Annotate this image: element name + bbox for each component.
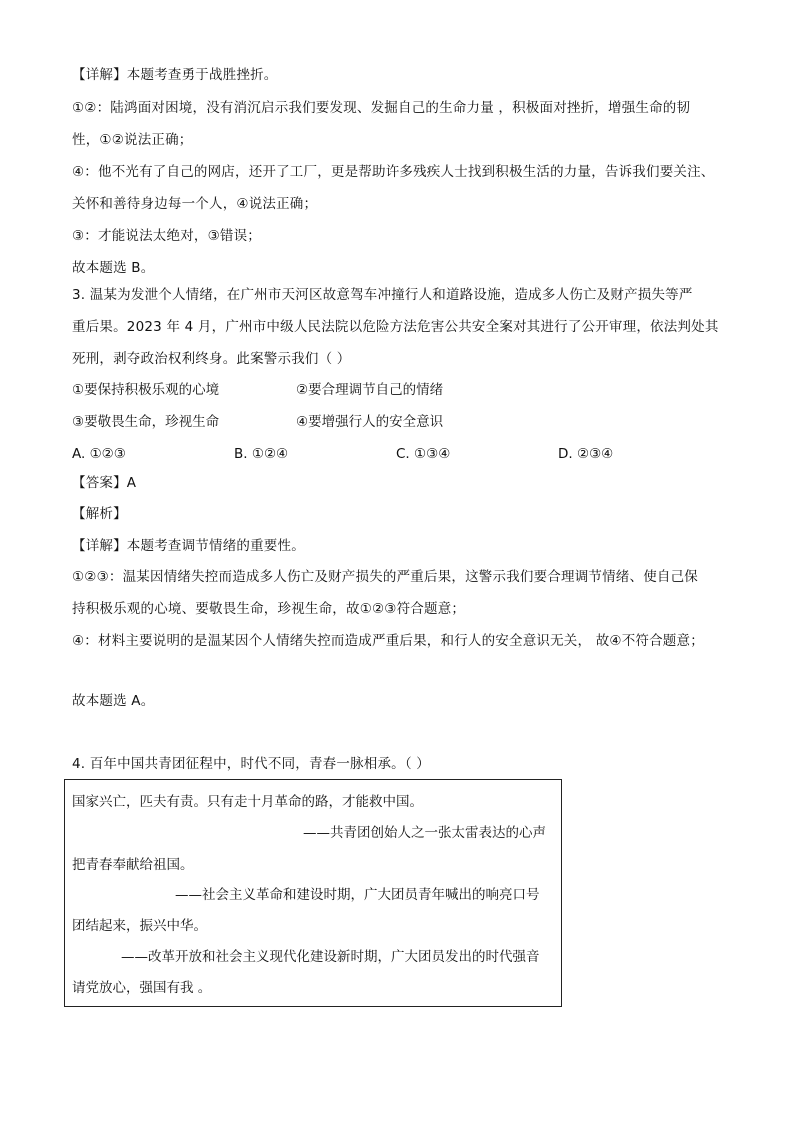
q2-detail: 【详解】本题考查勇于战胜挫折。 bbox=[72, 67, 278, 83]
q3-item-1: ①要保持积极乐观的心境 bbox=[72, 382, 220, 398]
q2-analysis-p3: ③：才能说法太绝对，③错误； bbox=[72, 228, 262, 244]
q4-material-box bbox=[64, 779, 562, 1007]
q2-analysis-p1-line1: ①②：陆鸿面对困境，没有消沉启示我们要发现、发掘自己的生命力量 ，积极面对挫折，增强生命的韧 bbox=[72, 100, 691, 116]
q3-detail: 【详解】本题考查调节情绪的重要性。 bbox=[72, 538, 305, 554]
q2-analysis-p2-line1: ④：他不光有了自己的网店，还开了工厂，更是帮助许多残疾人士找到积极生活的力量，告诉我们要关注、 bbox=[72, 164, 715, 180]
q3-stem-line2: 重后果。2023 年 4 月，广州市中级人民法院以危险方法危害公共安全案对其进行了公开审理，依法判处其 bbox=[72, 319, 719, 335]
q2-analysis-p1-line2: 性，①②说法正确； bbox=[72, 132, 193, 148]
q3-item-3: ③要敬畏生命，珍视生命 bbox=[72, 414, 220, 430]
quote-line-1: 国家兴亡，匹夫有责。只有走十月革命的路，才能救中国。 bbox=[72, 794, 423, 810]
q3-option-a: A. ①②③ bbox=[72, 446, 126, 462]
quote-line-3: 团结起来，振兴中华。 bbox=[72, 918, 207, 934]
q3-analysis-p1-line2: 持积极乐观的心境、要敬畏生命，珍视生命，故①②③符合题意； bbox=[72, 601, 466, 617]
q3-item-4: ④要增强行人的安全意识 bbox=[296, 414, 444, 430]
q2-conclusion: 故本题选 B。 bbox=[72, 260, 155, 276]
q3-item-2: ②要合理调节自己的情绪 bbox=[296, 382, 444, 398]
quote-line-2: 把青春奉献给祖国。 bbox=[72, 857, 194, 873]
quote-attribution-2: ——社会主义革命和建设时期，广大团员青年喊出的响亮口号 bbox=[175, 887, 540, 903]
quote-attribution-3: ——改革开放和社会主义现代化建设新时期，广大团员发出的时代强音 bbox=[121, 949, 540, 965]
q3-conclusion: 故本题选 A。 bbox=[72, 693, 155, 709]
quote-line-4: 请党放心，强国有我 。 bbox=[72, 980, 212, 996]
q3-option-d: D. ②③④ bbox=[558, 446, 614, 462]
q3-option-b: B. ①②④ bbox=[234, 446, 289, 462]
q3-stem-line1: 3. 温某为发泄个人情绪，在广州市天河区故意驾车冲撞行人和道路设施，造成多人伤亡及财产损失等严 bbox=[72, 287, 693, 303]
q3-analysis-p1-line1: ①②③：温某因情绪失控而造成多人伤亡及财产损失的严重后果，这警示我们要合理调节情绪、使自己保 bbox=[72, 569, 699, 585]
quote-attribution-1: ——共青团创始人之一张太雷表达的心声 bbox=[303, 825, 546, 841]
q3-analysis-p2: ④：材料主要说明的是温某因个人情绪失控而造成严重后果，和行人的安全意识无关， 故④不符合题意； bbox=[72, 633, 704, 649]
q3-stem-line3: 死刑，剥夺政治权利终身。此案警示我们（ ） bbox=[72, 351, 351, 367]
q4-stem: 4. 百年中国共青团征程中，时代不同，青春一脉相承。（ ） bbox=[72, 756, 431, 772]
q2-analysis-p2-line2: 关怀和善待身边每一个人，④说法正确； bbox=[72, 196, 318, 212]
q3-option-c: C. ①③④ bbox=[396, 446, 451, 462]
q3-answer: 【答案】A bbox=[72, 475, 137, 491]
q3-analysis-title: 【解析】 bbox=[72, 506, 127, 522]
